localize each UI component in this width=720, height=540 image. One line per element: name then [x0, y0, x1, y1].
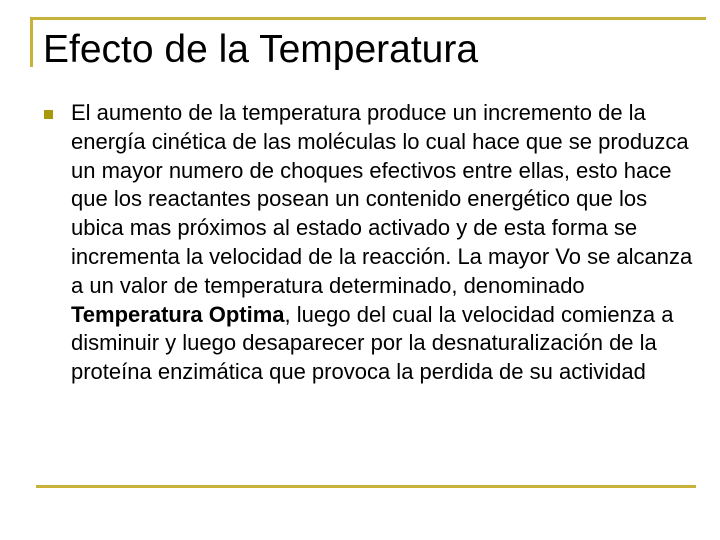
- frame-left-rule: [30, 17, 33, 67]
- bullet-text: [71, 99, 693, 387]
- frame-top-rule: [30, 17, 706, 20]
- square-bullet-icon: [44, 110, 53, 119]
- bullet-text-bold: Temperatura Optima: [71, 301, 285, 327]
- bullet-text-after: , luego del cual la velocidad comienza a disminuir y luego desaparecer por la desnaturalización de la proteína enzimática que provoca la perdida de su actividad: [71, 301, 674, 385]
- slide-title: Efecto de la Temperatura: [43, 28, 479, 71]
- frame-bottom-rule: [36, 485, 696, 488]
- bullet-text-before: El aumento de la temperatura produce un incremento de la energía cinética de las moléculas lo cual hace que se produzca un mayor numero de choques efectivos entre ellas, esto hace que los reactantes posean un contenido energético que los ubica mas próximos al estado activado y de esta forma se incrementa la velocidad de la reacción. La mayor Vo se alcanza a un valor de temperatura determinado, denominado: [71, 100, 693, 298]
